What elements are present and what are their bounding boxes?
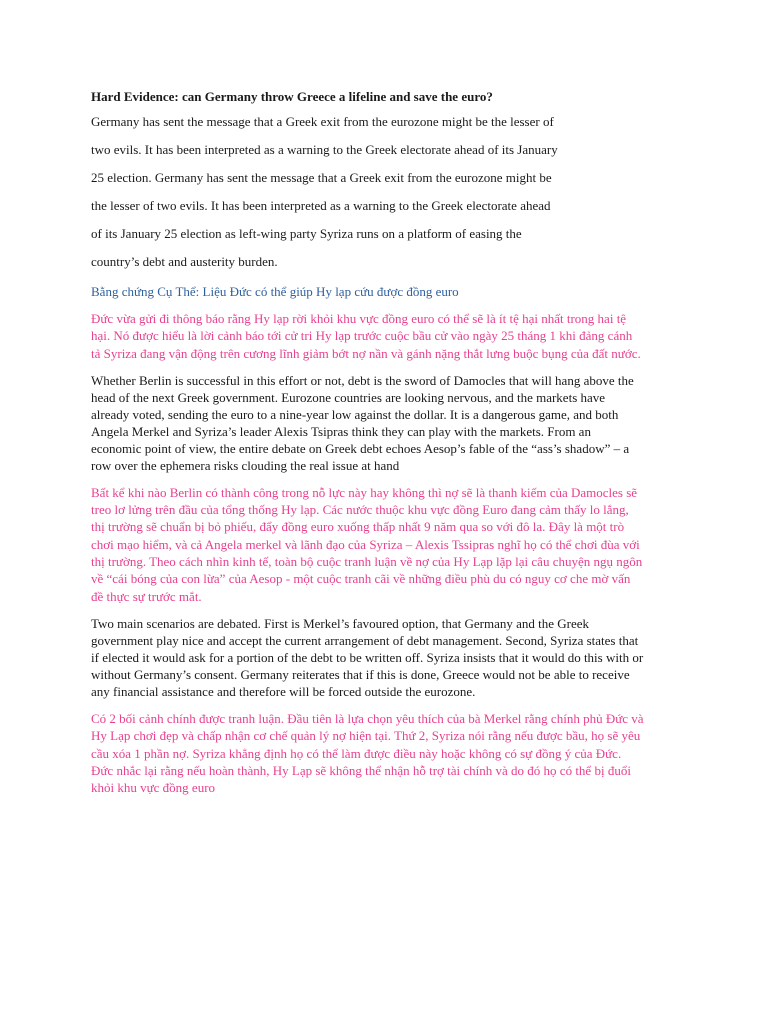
text-line: đề thực sự trước mắt. [91, 588, 202, 604]
text-line: chơi mạo hiểm, và cả Angela merkel và lãnh đạo của Syriza – Alexis Tssipras nghĩ họ có thể chơi đùa với [91, 536, 640, 552]
text-line: Bất kể khi nào Berlin có thành công trong nỗ lực này hay không thì nợ sẽ là thanh kiếm của Damocles sẽ [91, 484, 638, 500]
text-line: head of the next Greek government. Eurozone countries are looking nervous, and the markets have [91, 389, 606, 405]
text-line: Two main scenarios are debated. First is Merkel’s favoured option, that Germany and the Greek [91, 615, 589, 631]
vietnamese-heading: Bằng chứng Cụ Thể: Liệu Đức có thể giúp Hy lạp cứu được đồng euro [91, 284, 459, 299]
text-line: row over the ephemera risks clouding the real issue at hand [91, 457, 400, 473]
text-line: Whether Berlin is successful in this effort or not, debt is the sword of Damocles that will hang above the [91, 372, 634, 388]
paragraph-2-english [91, 372, 677, 474]
text-line: without Germany’s consent. Germany reiterates that if this is done, Greece would not be able to receive [91, 666, 630, 682]
text-line: thị trường. Theo cách nhìn kinh tế, toàn bộ cuộc tranh luận về nợ của Hy Lạp lặp lại câu chuyện ngụ ngôn [91, 554, 643, 570]
intro-line: two evils. It has been interpreted as a warning to the Greek electorate ahead of its January [91, 142, 558, 157]
paragraph-3-english [91, 615, 677, 700]
paragraph-2-vietnamese [91, 484, 677, 605]
intro-paragraph [91, 108, 677, 276]
text-line: Hy Lạp chơi đẹp và chấp nhận cơ chế quản lý nợ hiện tại. Thứ 2, Syriza nói rằng nếu được bầu, họ sẽ yêu [91, 728, 641, 744]
text-line: economic point of view, the entire debate on Greek debt echoes Aesop’s fable of the “ass’s shadow” – a [91, 440, 630, 456]
text-line: Angela Merkel and Syriza’s leader Alexis Tsipras think they can play with the markets. From an [91, 423, 591, 439]
text-line: Đức vừa gửi đi thông báo rằng Hy lạp rời khỏi khu vực đồng euro có thể sẽ là ít tệ hại nhất trong hai tệ [91, 311, 627, 326]
paragraph-1-vietnamese [91, 310, 677, 362]
text-line: Có 2 bối cảnh chính được tranh luận. Đầu tiên là lựa chọn yêu thích của bà Merkel rằng chính phủ Đức và [91, 710, 644, 726]
intro-line: the lesser of two evils. It has been interpreted as a warning to the Greek electorate ahead [91, 198, 551, 213]
paragraph-3-vietnamese [91, 710, 677, 796]
intro-line: of its January 25 election as left-wing party Syriza runs on a platform of easing the [91, 226, 522, 241]
text-line: already voted, sending the euro to a nine-year low against the dollar. It is a dangerous game, and both [91, 406, 619, 422]
document-title: Hard Evidence: can Germany throw Greece a lifeline and save the euro? [91, 89, 493, 104]
text-line: khỏi khu vực đồng euro [91, 780, 216, 796]
text-line: government play nice and accept the current arrangement of debt management. Second, Syriza states that [91, 632, 639, 648]
text-line: if elected it would ask for a portion of the debt to be written off. Syriza insists that it would do this with or [91, 649, 644, 665]
text-line: cầu xóa 1 phần nợ. Syriza khẳng định họ có thể làm được điều này hoặc không có sự đồng ý của Đức. [91, 745, 622, 761]
text-line: về “cái bóng của con lừa” của Aesop - một cuộc tranh cãi về những điều phù du có nguy cơ che mờ vấn [91, 571, 631, 587]
intro-line: 25 election. Germany has sent the message that a Greek exit from the eurozone might be [91, 170, 552, 185]
text-line: hại. Nó được hiểu là lời cảnh báo tới cử tri Hy lạp trước cuộc bầu cử vào ngày 25 tháng 1 khi đảng cánh [91, 328, 633, 344]
text-line: thị trường sẽ chuẩn bị bỏ phiếu, đẩy đồng euro xuống thấp nhất 9 năm qua so với đô la. Đây là một trò [91, 519, 625, 535]
intro-line: country’s debt and austerity burden. [91, 254, 278, 269]
document-page [91, 88, 677, 806]
text-line: Đức nhắc lại rằng nếu hoàn thành, Hy Lạp sẽ không thể nhận hỗ trợ tài chính và do đó họ có thể bị đuổi [91, 762, 631, 778]
text-line: any financial assistance and therefore will be forced outside the eurozone. [91, 683, 476, 699]
text-line: tả Syriza đang vận động trên cương lĩnh giảm bớt nợ nần và gánh nặng thắt lưng buộc bụng của đất nước. [91, 345, 641, 361]
text-line: treo lơ lửng trên đầu của tổng thống Hy lạp. Các nước thuộc khu vực đồng Euro đang cảm thấy lo lắng, [91, 502, 629, 518]
intro-line: Germany has sent the message that a Greek exit from the eurozone might be the lesser of [91, 114, 554, 129]
